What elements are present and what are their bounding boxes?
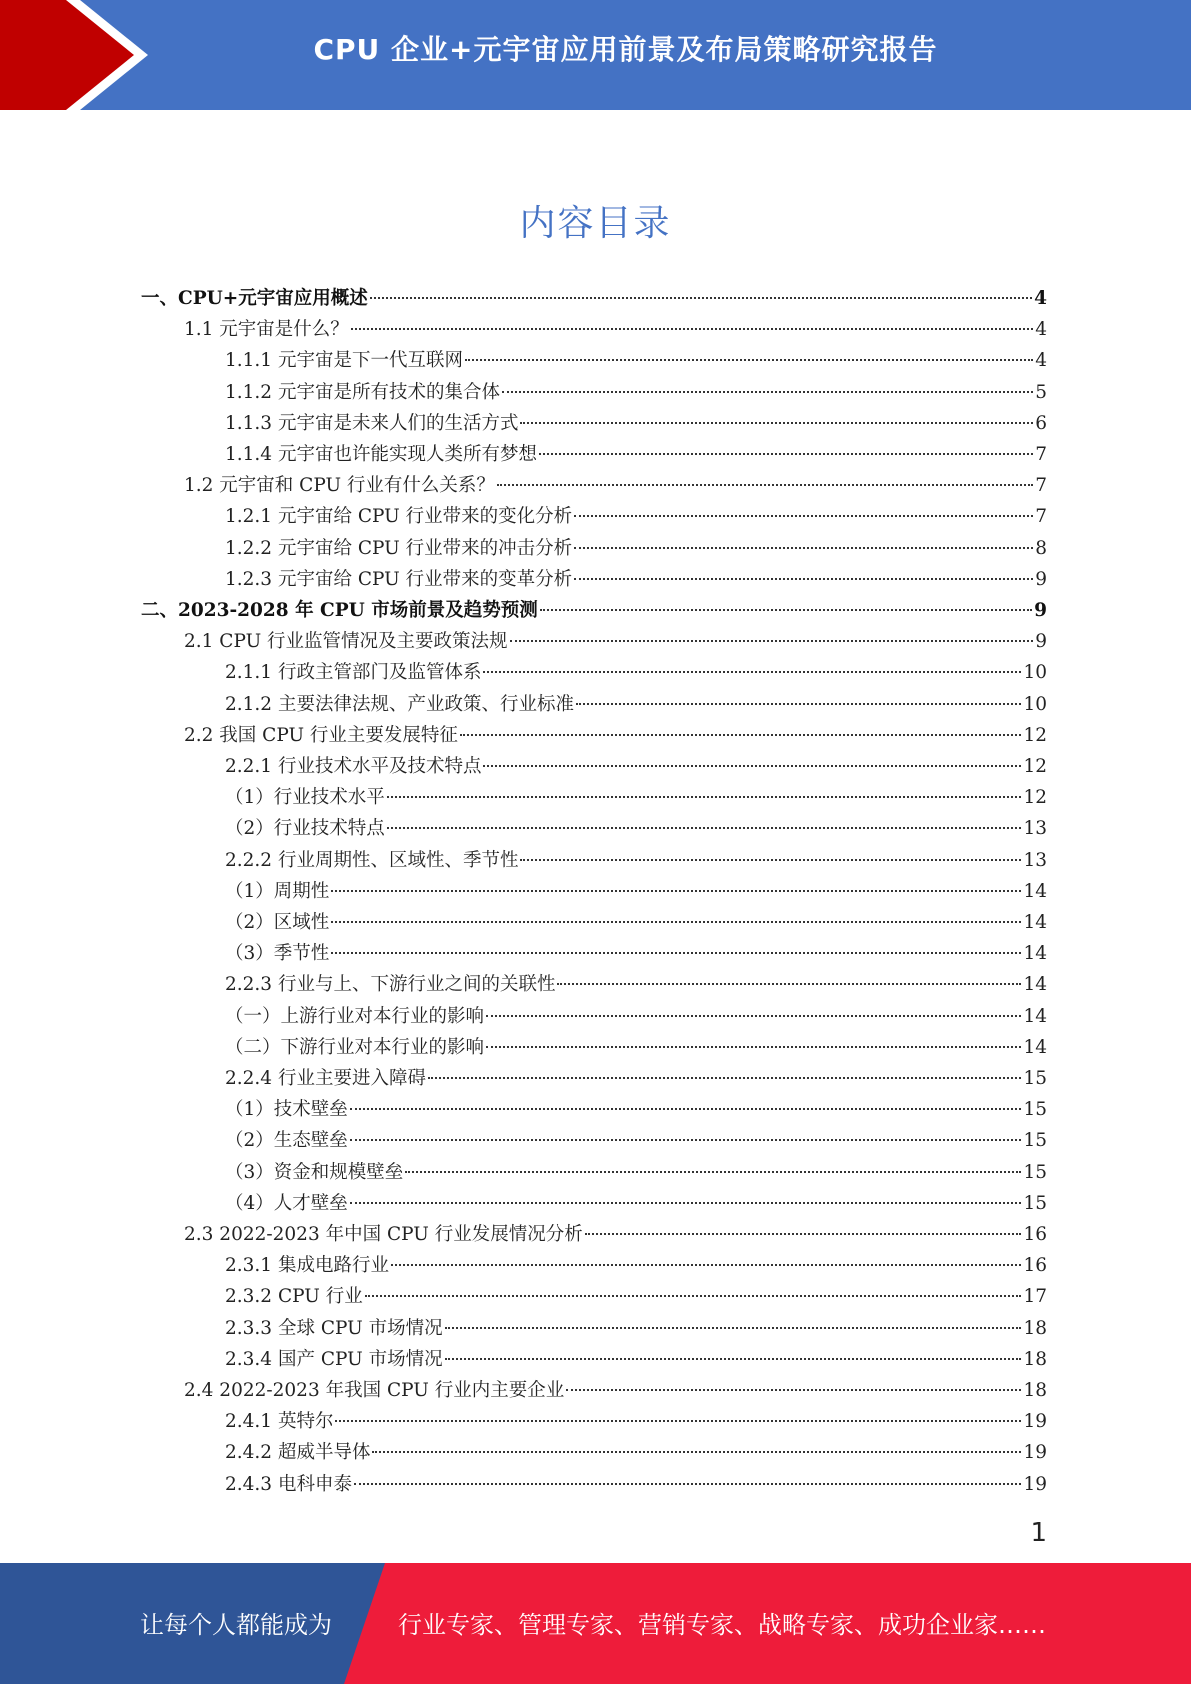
- toc-leader-dots: [483, 765, 1021, 767]
- toc-entry-label: （2）生态壁垒: [225, 1130, 348, 1152]
- toc-leader-dots: [520, 422, 1033, 424]
- toc-entry[interactable]: [225, 690, 1047, 721]
- toc-entry[interactable]: [184, 627, 1047, 658]
- toc-entry-page: 9: [1035, 631, 1047, 653]
- toc-entry-page: 15: [1023, 1161, 1047, 1183]
- toc-entry-page: 16: [1023, 1255, 1047, 1277]
- page-header: [0, 0, 1191, 110]
- toc-leader-dots: [445, 1327, 1022, 1329]
- toc-leader-dots: [351, 328, 1033, 330]
- toc-entry[interactable]: [225, 1407, 1047, 1438]
- toc-entry-page: 15: [1023, 1192, 1047, 1214]
- toc-entry[interactable]: [225, 378, 1047, 409]
- toc-entry-page: 4: [1034, 288, 1047, 309]
- toc-entry-label: （2）行业技术特点: [225, 818, 385, 840]
- toc-leader-dots: [387, 796, 1022, 798]
- toc-entry-label: （一）上游行业对本行业的影响: [225, 1005, 485, 1027]
- toc-entry-page: 13: [1023, 849, 1047, 871]
- toc-entry-page: 12: [1023, 787, 1047, 809]
- toc-entry[interactable]: [225, 1345, 1047, 1376]
- toc-entry-page: 12: [1023, 724, 1047, 746]
- toc-entry-page: 15: [1023, 1099, 1047, 1121]
- toc-entry[interactable]: [225, 1126, 1047, 1157]
- toc-entry-label: （1）技术壁垒: [225, 1099, 348, 1121]
- toc-entry-label: 2.4.1 英特尔: [225, 1411, 334, 1433]
- footer-slogan-right: 行业专家、管理专家、营销专家、战略专家、成功企业家……: [398, 1611, 1046, 1639]
- toc-entry-page: 14: [1023, 943, 1047, 965]
- toc-entry[interactable]: [184, 471, 1047, 502]
- toc-entry-label: 1.2.2 元宇宙给 CPU 行业带来的冲击分析: [225, 537, 573, 559]
- footer-slogan-left: 让每个人都能成为: [140, 1611, 332, 1639]
- toc-leader-dots: [576, 703, 1021, 705]
- toc-leader-dots: [465, 359, 1033, 361]
- toc-entry-label: （1）行业技术水平: [225, 787, 385, 809]
- toc-entry-page: 15: [1023, 1130, 1047, 1152]
- toc-leader-dots: [557, 983, 1021, 985]
- toc-entry-page: 19: [1023, 1442, 1047, 1464]
- toc-leader-dots: [585, 1233, 1022, 1235]
- toc-leader-dots: [350, 1202, 1022, 1204]
- toc-leader-dots: [331, 890, 1021, 892]
- toc-entry-label: 2.1 CPU 行业监管情况及主要政策法规: [184, 631, 508, 653]
- toc-entry-label: 1.2.1 元宇宙给 CPU 行业带来的变化分析: [225, 506, 573, 528]
- toc-entry-page: 5: [1035, 381, 1047, 403]
- toc-entry[interactable]: [225, 877, 1047, 908]
- toc-leader-dots: [486, 1046, 1021, 1048]
- toc-leader-dots: [428, 1077, 1021, 1079]
- toc-entry[interactable]: [225, 970, 1047, 1001]
- toc-entry-label: 1.1 元宇宙是什么？: [184, 319, 349, 341]
- toc-entry-page: 6: [1035, 412, 1047, 434]
- toc-entry[interactable]: [141, 284, 1047, 315]
- toc-entry-page: 17: [1023, 1286, 1047, 1308]
- toc-entry-label: 2.1.2 主要法律法规、产业政策、行业标准: [225, 693, 574, 715]
- toc-entry-label: 2.4.2 超威半导体: [225, 1442, 371, 1464]
- toc-entry-label: 2.3.3 全球 CPU 市场情况: [225, 1317, 443, 1339]
- toc-leader-dots: [510, 640, 1034, 642]
- toc-entry[interactable]: [225, 908, 1047, 939]
- page-number: 1: [1030, 1518, 1047, 1548]
- toc-entry-page: 19: [1023, 1411, 1047, 1433]
- toc-entry[interactable]: [225, 658, 1047, 689]
- toc-entry[interactable]: [225, 814, 1047, 845]
- toc-entry-page: 14: [1023, 880, 1047, 902]
- toc-entry-page: 15: [1023, 1068, 1047, 1089]
- toc-entry-page: 14: [1023, 1005, 1047, 1027]
- toc-leader-dots: [331, 921, 1021, 923]
- toc-entry-label: 2.2.1 行业技术水平及技术特点: [225, 756, 482, 777]
- toc-entry-page: 18: [1023, 1348, 1047, 1370]
- toc-entry-page: 9: [1035, 568, 1047, 590]
- toc-leader-dots: [365, 1295, 1022, 1297]
- toc-entry[interactable]: [225, 939, 1047, 970]
- toc-heading: 内容目录: [519, 203, 672, 244]
- toc-leader-dots: [372, 1451, 1021, 1453]
- toc-entry[interactable]: [184, 315, 1047, 346]
- toc-leader-dots: [574, 578, 1033, 580]
- toc-leader-dots: [520, 859, 1021, 861]
- toc-entry-page: 16: [1023, 1224, 1047, 1245]
- toc-leader-dots: [574, 547, 1033, 549]
- toc-leader-dots: [445, 1358, 1022, 1360]
- toc-entry-page: 18: [1023, 1317, 1047, 1339]
- toc-entry-page: 7: [1035, 506, 1047, 528]
- toc-entry[interactable]: [225, 534, 1047, 565]
- toc-entry-label: （2）区域性: [225, 912, 330, 933]
- toc-entry-label: 2.2.2 行业周期性、区域性、季节性: [225, 849, 519, 871]
- toc-leader-dots: [502, 391, 1033, 393]
- toc-entry[interactable]: [225, 502, 1047, 533]
- toc-entry[interactable]: [184, 721, 1047, 752]
- toc-entry-page: 8: [1035, 537, 1047, 559]
- toc-entry[interactable]: [225, 846, 1047, 877]
- toc-entry[interactable]: [225, 1002, 1047, 1033]
- toc-entry-page: 14: [1023, 912, 1047, 933]
- toc-leader-dots: [405, 1171, 1021, 1173]
- toc-leader-dots: [354, 1483, 1022, 1485]
- toc-entry-label: 2.1.1 行政主管部门及监管体系: [225, 662, 482, 684]
- toc-leader-dots: [387, 827, 1022, 829]
- toc-leader-dots: [566, 1389, 1021, 1391]
- toc-entry-page: 10: [1023, 662, 1047, 684]
- toc-entry-label: （3）季节性: [225, 943, 330, 965]
- toc-entry[interactable]: [225, 1095, 1047, 1126]
- page-footer: [0, 1563, 1191, 1684]
- toc-leader-dots: [486, 1015, 1021, 1017]
- toc-leader-dots: [483, 671, 1021, 673]
- toc-leader-dots: [350, 1139, 1022, 1141]
- toc-entry-label: （二）下游行业对本行业的影响: [225, 1036, 485, 1058]
- toc-entry-label: 1.1.1 元宇宙是下一代互联网: [225, 350, 463, 372]
- toc-entry-label: 2.3.1 集成电路行业: [225, 1255, 389, 1277]
- toc-entry-page: 7: [1035, 475, 1047, 497]
- toc-entry[interactable]: [225, 1033, 1047, 1064]
- toc-entry-page: 14: [1023, 1036, 1047, 1058]
- toc-entry-label: 2.4 2022-2023 年我国 CPU 行业内主要企业: [184, 1380, 565, 1401]
- toc-entry-page: 4: [1035, 350, 1047, 372]
- toc-leader-dots: [460, 734, 1022, 736]
- toc-leader-dots: [331, 952, 1021, 954]
- toc-entry-label: 1.1.2 元宇宙是所有技术的集合体: [225, 381, 500, 403]
- toc-entry-label: 2.3.4 国产 CPU 市场情况: [225, 1348, 443, 1370]
- toc-entry-label: 1.1.3 元宇宙是未来人们的生活方式: [225, 412, 519, 434]
- toc-entry-page: 18: [1023, 1380, 1047, 1401]
- toc-entry[interactable]: [225, 565, 1047, 596]
- toc-entry-label: 1.1.4 元宇宙也许能实现人类所有梦想: [225, 444, 537, 465]
- toc-entry-label: 2.3 2022-2023 年中国 CPU 行业发展情况分析: [184, 1224, 583, 1245]
- toc-entry-page: 12: [1023, 756, 1047, 777]
- toc-entry[interactable]: [225, 783, 1047, 814]
- toc-entry-label: 2.4.3 电科申泰: [225, 1473, 352, 1495]
- report-title: CPU 企业+元宇宙应用前景及布局策略研究报告: [313, 33, 938, 66]
- toc-entry[interactable]: [225, 1158, 1047, 1189]
- toc-entry[interactable]: [225, 440, 1047, 471]
- toc-entry-page: 10: [1023, 693, 1047, 715]
- toc-leader-dots: [350, 1108, 1022, 1110]
- toc-entry[interactable]: [225, 1314, 1047, 1345]
- toc-entry-label: 2.3.2 CPU 行业: [225, 1286, 363, 1308]
- toc-entry[interactable]: [225, 409, 1047, 440]
- toc-entry[interactable]: [184, 1376, 1047, 1407]
- toc-entry[interactable]: [184, 1220, 1047, 1251]
- toc-leader-dots: [540, 609, 1032, 611]
- toc-leader-dots: [574, 515, 1033, 517]
- toc-entry-label: 2.2.3 行业与上、下游行业之间的关联性: [225, 974, 556, 996]
- toc-entry-label: （4）人才壁垒: [225, 1192, 348, 1214]
- toc-entry-page: 7: [1035, 444, 1047, 465]
- toc-leader-dots: [391, 1264, 1021, 1266]
- toc-entry-label: 2.2 我国 CPU 行业主要发展特征: [184, 724, 458, 746]
- toc-entry[interactable]: [225, 1189, 1047, 1220]
- toc-entry[interactable]: [225, 346, 1047, 377]
- toc-entry[interactable]: [225, 1064, 1047, 1095]
- toc-entry[interactable]: [225, 1438, 1047, 1469]
- toc-entry-label: 1.2 元宇宙和 CPU 行业有什么关系？: [184, 475, 495, 497]
- toc-entry[interactable]: [225, 1470, 1047, 1501]
- toc-entry-page: 14: [1023, 974, 1047, 996]
- toc-entry-page: 13: [1023, 818, 1047, 840]
- toc-entry-label: 二、2023-2028 年 CPU 市场前景及趋势预测: [141, 600, 538, 621]
- toc-entry[interactable]: [225, 1251, 1047, 1282]
- toc-entry-label: 1.2.3 元宇宙给 CPU 行业带来的变革分析: [225, 568, 573, 590]
- toc-entry-label: （1）周期性: [225, 880, 330, 902]
- toc-leader-dots: [370, 297, 1032, 299]
- toc-leader-dots: [335, 1420, 1021, 1422]
- toc-entry-page: 19: [1023, 1473, 1047, 1495]
- toc-entry[interactable]: [141, 596, 1047, 627]
- toc-entry[interactable]: [225, 1282, 1047, 1313]
- toc-entry-label: 一、CPU+元宇宙应用概述: [141, 288, 368, 309]
- toc-entry-page: 9: [1034, 600, 1047, 621]
- toc-leader-dots: [497, 484, 1033, 486]
- toc-leader-dots: [539, 453, 1033, 455]
- toc-entry-label: （3）资金和规模壁垒: [225, 1161, 404, 1183]
- toc-entry-page: 4: [1035, 319, 1047, 341]
- toc-entry-label: 2.2.4 行业主要进入障碍: [225, 1068, 426, 1089]
- toc-entry[interactable]: [225, 752, 1047, 783]
